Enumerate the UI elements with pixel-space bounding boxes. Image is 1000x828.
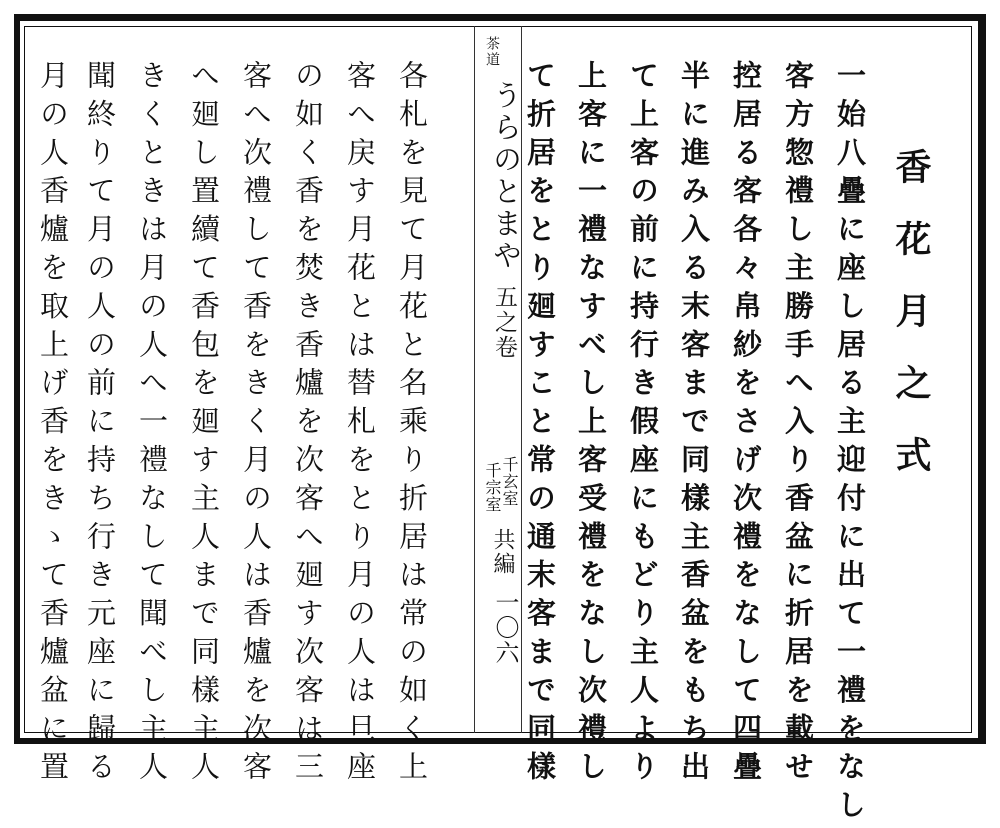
text-column: 客方惣禮し主勝手へ入り香盆に折居を載せ <box>781 60 815 790</box>
volume-label: 五之卷 <box>491 285 517 360</box>
text-column: 聞終りて月の人の前に持ち行き元座に歸る <box>83 60 117 790</box>
book-title: うらのとまや <box>489 80 523 272</box>
text-column: 各札を見て月花と名乘り折居は常の如く上 <box>395 60 429 790</box>
text-column: の如く香を焚き香爐を次客へ廻す次客は三 <box>291 60 325 790</box>
text-column: 一始八疊に座し居る主迎付に出て一禮をなし <box>833 60 867 828</box>
text-column: 客へ次禮して香をきく月の人は香爐を次客 <box>239 60 273 790</box>
text-column: て上客の前に持行き假座にもどり主人より <box>626 60 660 790</box>
gutter-left-line <box>474 26 475 733</box>
inner-top-rule <box>24 26 972 27</box>
text-column: 月の人香爐を取上げ香をきゝて香爐盆に置 <box>36 60 70 790</box>
frame-top-rule <box>14 14 986 21</box>
text-column: 上客に一禮なすべし上客受禮をなし次禮し <box>574 60 608 790</box>
page-number: 一〇六 <box>491 590 519 665</box>
frame-left-rule <box>14 14 20 744</box>
text-column: へ廻し置續て香包を廻す主人まで同樣主人 <box>187 60 221 790</box>
inner-left-rule <box>24 26 25 733</box>
text-column: 半に進み入る末客まで同樣主香盆をもち出 <box>677 60 711 790</box>
editor-name-b: 千宗室 <box>483 462 502 513</box>
text-column: きくときは月の人へ一禮なして聞べし主人 <box>135 60 169 790</box>
frame-right-rule <box>978 14 986 744</box>
editors-joint-label: 共編 <box>490 528 515 576</box>
text-column: 控居る客各々帛紗をさげ次禮をなして四疊 <box>729 60 763 790</box>
text-column: て折居をとり廻すこと常の通末客まで同樣 <box>523 60 557 790</box>
text-column: 客へ戻す月花とは替札をとり月の人は旦座 <box>343 60 377 790</box>
editor-name-a: 千玄室 <box>500 456 519 507</box>
section-title: 香花月之式 <box>890 148 932 508</box>
inner-right-rule <box>971 26 972 733</box>
series-label: 茶道 <box>484 36 500 68</box>
